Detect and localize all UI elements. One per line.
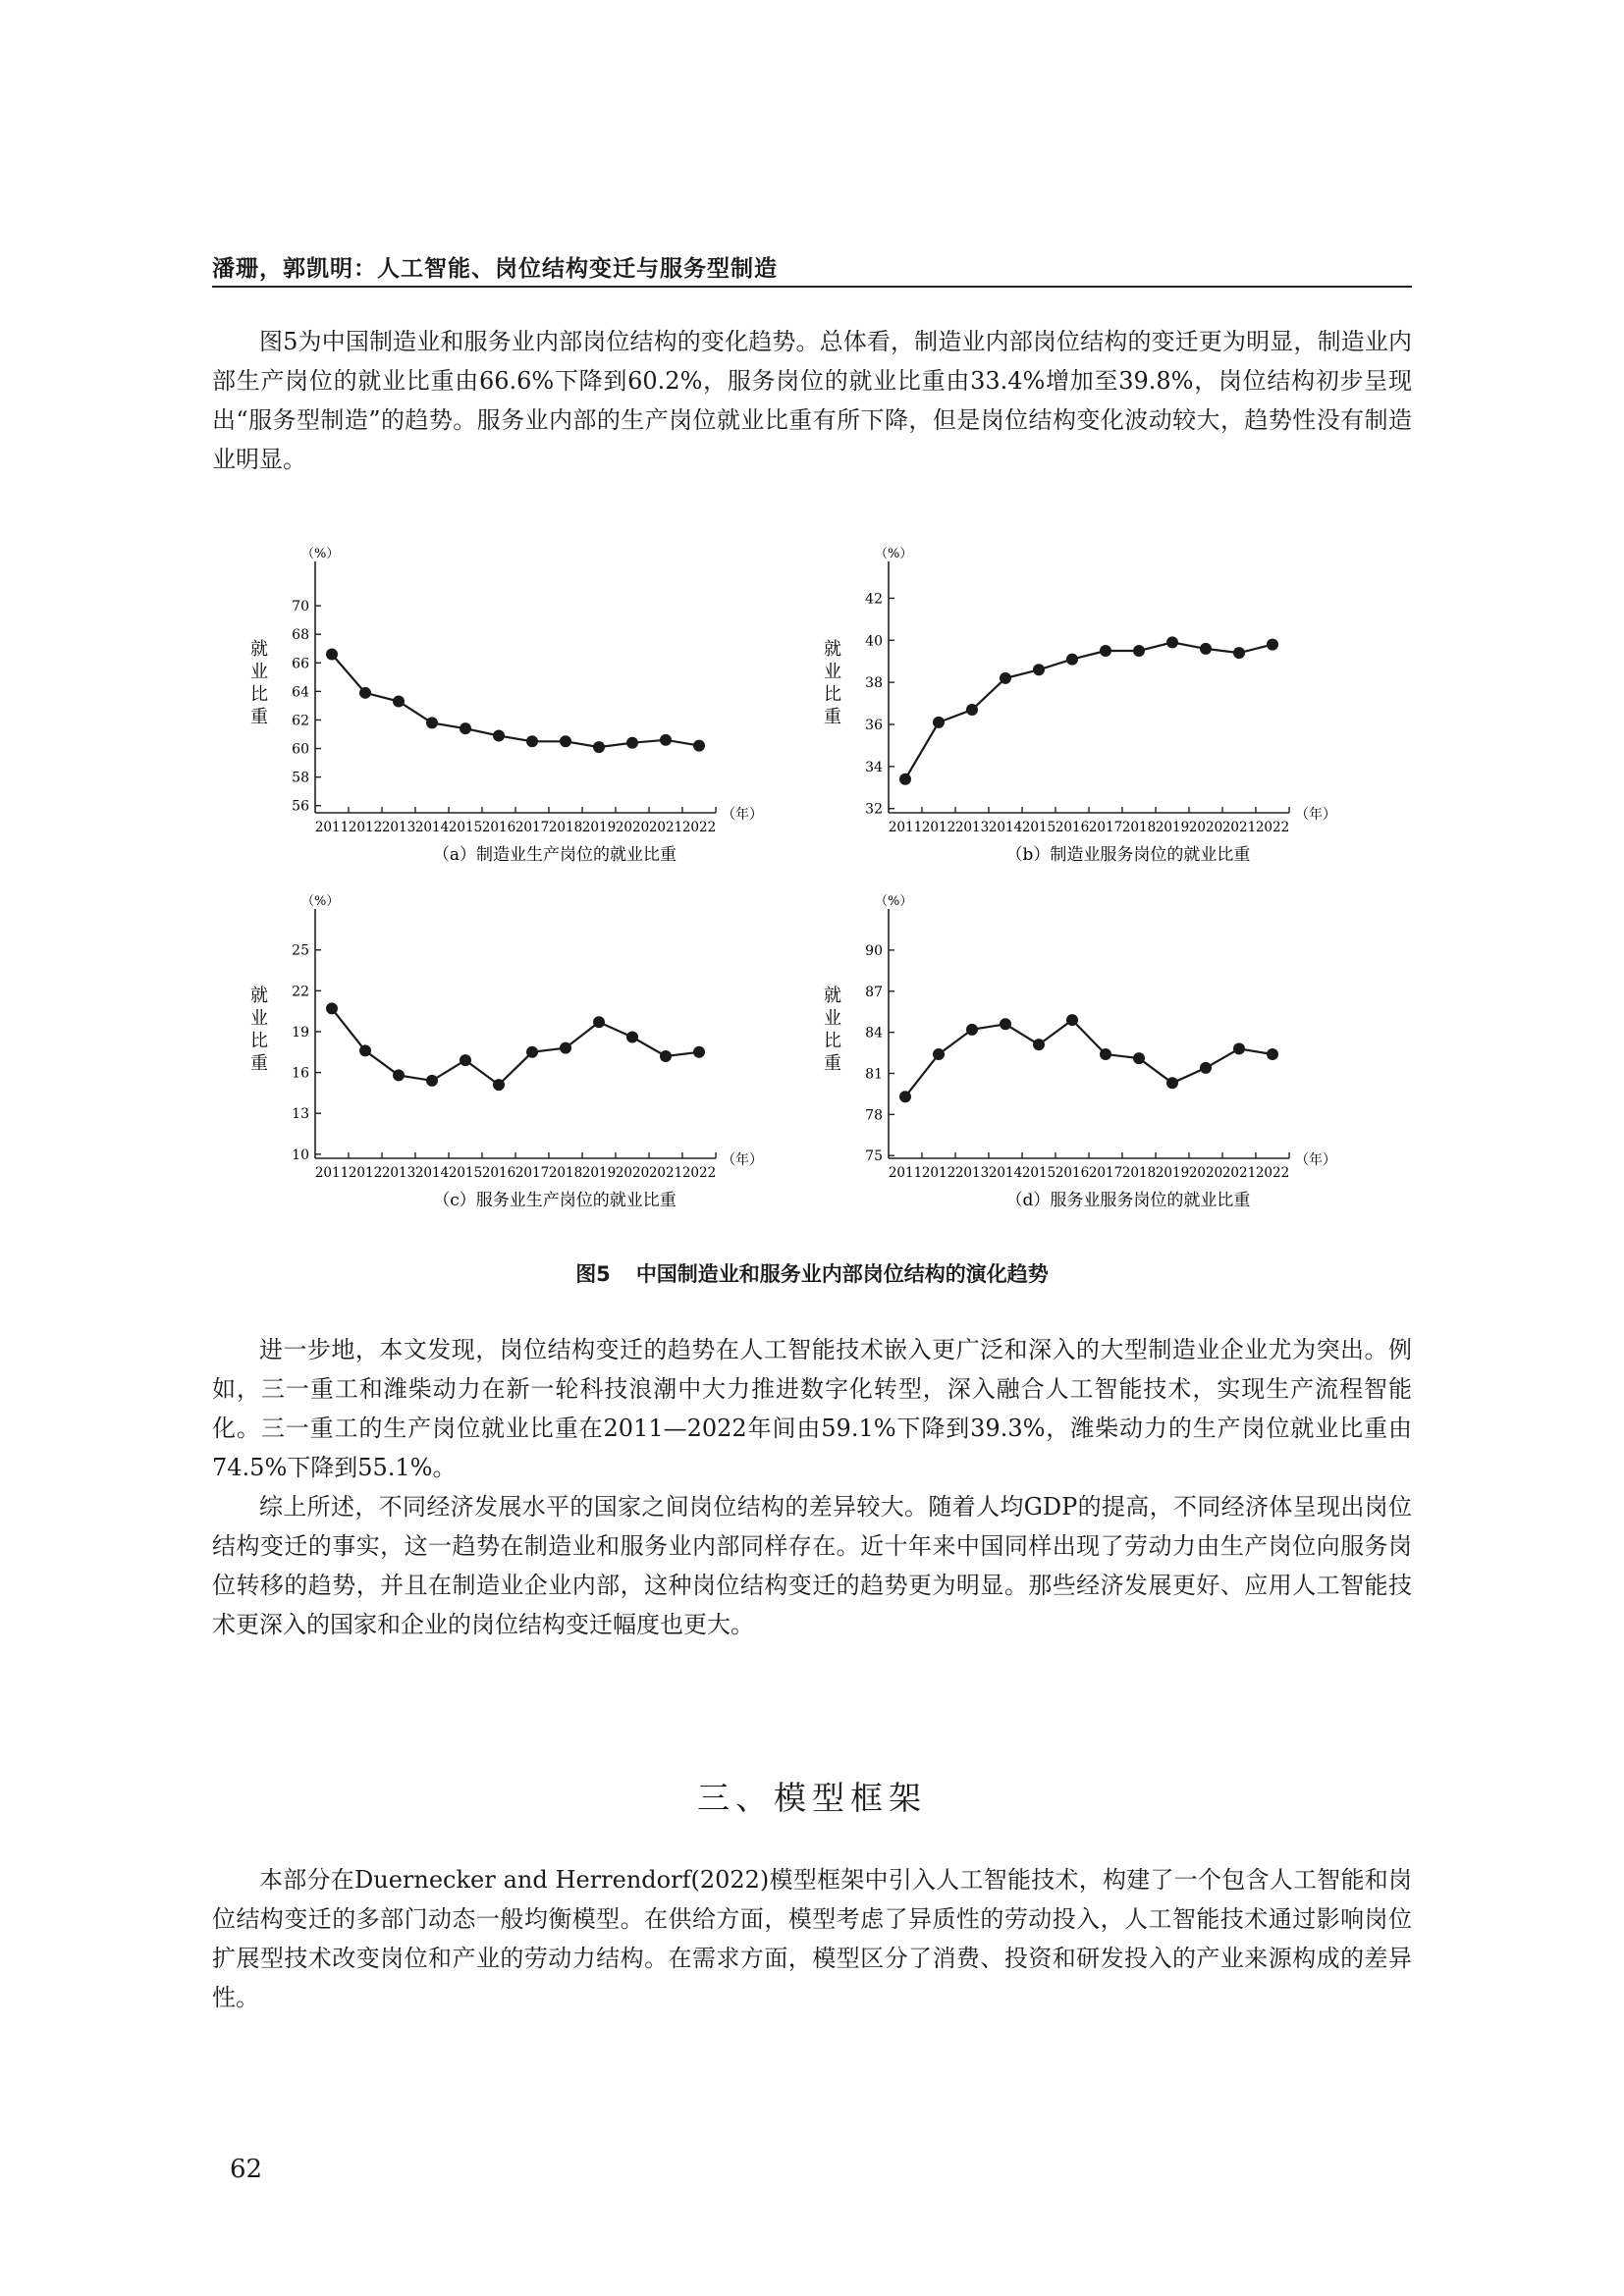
data-point-a — [693, 740, 705, 752]
x-tick-label-d: 2020 — [1188, 1165, 1223, 1181]
series-line-b — [905, 642, 1272, 778]
y-tick-label-d: 90 — [865, 942, 883, 959]
y-axis-title-char-a: 比 — [250, 684, 268, 705]
x-tick-label-a: 2015 — [448, 820, 483, 835]
x-tick-label-b: 2013 — [954, 820, 990, 835]
x-tick-label-d: 2014 — [988, 1165, 1023, 1181]
data-point-a — [626, 737, 638, 749]
data-point-b — [1100, 645, 1111, 657]
x-tick-label-c: 2015 — [448, 1165, 483, 1181]
data-point-c — [393, 1069, 405, 1081]
y-tick-label-d: 75 — [865, 1148, 883, 1165]
data-point-d — [1166, 1077, 1178, 1089]
x-tick-label-d: 2011 — [888, 1165, 923, 1181]
data-point-c — [426, 1075, 438, 1087]
x-tick-label-d: 2016 — [1055, 1165, 1090, 1181]
x-tick-label-a: 2021 — [648, 820, 683, 835]
data-point-b — [1200, 643, 1212, 655]
y-tick-label-a: 66 — [292, 656, 309, 672]
data-point-d — [1100, 1048, 1111, 1060]
x-tick-label-d: 2021 — [1221, 1165, 1257, 1181]
y-tick-label-b: 36 — [865, 718, 883, 733]
x-tick-label-c: 2012 — [348, 1165, 383, 1181]
data-point-d — [1033, 1039, 1045, 1050]
y-tick-label-a: 62 — [292, 713, 309, 729]
y-tick-label-d: 78 — [865, 1107, 883, 1124]
data-point-c — [493, 1079, 505, 1091]
x-tick-label-d: 2022 — [1255, 1165, 1290, 1181]
y-axis-title-char-b: 比 — [824, 684, 841, 705]
figure-number: 图5 — [575, 1262, 611, 1286]
x-tick-label-c: 2013 — [381, 1165, 416, 1181]
x-tick-label-a: 2022 — [681, 820, 717, 835]
x-tick-label-b: 2019 — [1155, 820, 1190, 835]
data-point-a — [493, 729, 505, 741]
x-tick-label-c: 2014 — [414, 1165, 450, 1181]
chart-caption-a: （a）制造业生产岗位的就业比重 — [432, 845, 677, 865]
x-tick-label-d: 2015 — [1021, 1165, 1056, 1181]
data-point-b — [1233, 647, 1245, 659]
y-axis-title-char-c: 比 — [250, 1031, 268, 1051]
x-tick-label-c: 2020 — [615, 1165, 650, 1181]
y-tick-label-a: 60 — [292, 741, 309, 758]
data-point-d — [1233, 1042, 1245, 1054]
x-tick-label-b: 2020 — [1188, 820, 1223, 835]
x-tick-label-b: 2016 — [1055, 820, 1090, 835]
y-tick-label-b: 34 — [865, 759, 883, 775]
y-axis-title-char-d: 比 — [824, 1031, 841, 1051]
data-point-c — [460, 1054, 471, 1066]
x-tick-label-c: 2022 — [681, 1165, 717, 1181]
y-tick-label-b: 42 — [865, 591, 883, 608]
x-unit-label-d: （年） — [1295, 1152, 1336, 1168]
y-axis-title-char-a: 重 — [250, 707, 268, 727]
figure-title: 中国制造业和服务业内部岗位结构的演化趋势 — [635, 1262, 1049, 1286]
y-unit-label-c: （%） — [301, 894, 340, 909]
body-paragraph: 综上所述，不同经济发展水平的国家之间岗位结构的差异较大。随着人均GDP的提高，不同经济体呈现出岗位结构变迁的事实，这一趋势在制造业和服务业内部同样存在。近十年来中国同样出现了劳动力由生产岗位向服务岗位转移的趋势，并且在制造业企业内部，这种岗位结构变迁的趋势更为明显。那些经济发展更好、应用人工智能技术更深入的国家和企业的岗位结构变迁幅度也更大。 — [212, 1493, 1412, 1638]
x-tick-label-b: 2021 — [1221, 820, 1257, 835]
data-point-b — [966, 704, 978, 716]
data-point-a — [393, 696, 405, 708]
data-point-a — [426, 717, 438, 728]
x-tick-label-d: 2019 — [1155, 1165, 1190, 1181]
data-point-d — [1267, 1048, 1278, 1060]
y-tick-label-d: 84 — [865, 1025, 883, 1041]
y-tick-label-a: 64 — [292, 684, 309, 701]
y-axis-title-char-b: 业 — [824, 662, 841, 682]
x-unit-label-c: （年） — [722, 1152, 763, 1168]
section-title: 三、模型框架 — [697, 1779, 927, 1817]
x-tick-label-a: 2012 — [348, 820, 383, 835]
y-axis-title-char-a: 业 — [250, 662, 268, 682]
y-tick-label-a: 58 — [292, 770, 309, 786]
y-axis-title-char-c: 就 — [250, 986, 268, 1006]
data-point-c — [626, 1032, 638, 1043]
series-line-d — [905, 1020, 1272, 1096]
x-tick-label-a: 2017 — [514, 820, 550, 835]
y-tick-label-b: 38 — [865, 675, 883, 692]
series-line-a — [332, 655, 699, 748]
y-tick-label-c: 10 — [292, 1147, 309, 1163]
y-tick-label-a: 70 — [292, 599, 309, 615]
x-tick-label-b: 2022 — [1255, 820, 1290, 835]
x-tick-label-b: 2011 — [888, 820, 923, 835]
chart-caption-d: （d）服务业服务岗位的就业比重 — [1005, 1191, 1251, 1210]
body-paragraph: 进一步地，本文发现，岗位结构变迁的趋势在人工智能技术嵌入更广泛和深入的大型制造业企业尤为突出。例如，三一重工和潍柴动力在新一轮科技浪潮中大力推进数字化转型，深入融合人工智能技术，实现生产流程智能化。三一重工的生产岗位就业比重在2011—2022年间由59.1%下降到39.3%，潍柴动力的生产岗位就业比重由74.5%下降到55.1%。 — [212, 1336, 1412, 1481]
data-point-c — [660, 1050, 672, 1062]
data-point-b — [1033, 664, 1045, 675]
y-unit-label-b: （%） — [875, 547, 913, 561]
x-tick-label-b: 2014 — [988, 820, 1023, 835]
data-point-d — [933, 1048, 945, 1060]
data-point-d — [1066, 1014, 1078, 1026]
data-point-c — [526, 1046, 538, 1058]
data-point-a — [326, 649, 338, 661]
data-point-c — [326, 1002, 338, 1014]
x-tick-label-c: 2021 — [648, 1165, 683, 1181]
x-tick-label-d: 2012 — [921, 1165, 956, 1181]
x-unit-label-a: （年） — [722, 807, 763, 823]
data-point-d — [1200, 1062, 1212, 1074]
data-point-a — [460, 722, 471, 734]
y-axis-title-char-b: 重 — [824, 707, 841, 727]
x-tick-label-b: 2018 — [1121, 820, 1157, 835]
x-tick-label-d: 2017 — [1088, 1165, 1123, 1181]
x-tick-label-c: 2017 — [514, 1165, 550, 1181]
chart-caption-b: （b）制造业服务岗位的就业比重 — [1005, 845, 1251, 865]
y-tick-label-c: 13 — [292, 1106, 309, 1123]
y-axis-title-char-d: 重 — [824, 1053, 841, 1074]
x-tick-label-a: 2014 — [414, 820, 450, 835]
y-axis-title-char-b: 就 — [824, 639, 841, 660]
data-point-c — [693, 1046, 705, 1058]
x-tick-label-c: 2018 — [548, 1165, 583, 1181]
data-point-d — [966, 1024, 978, 1036]
x-tick-label-b: 2015 — [1021, 820, 1056, 835]
chart-caption-c: （c）服务业生产岗位的就业比重 — [433, 1191, 677, 1210]
x-tick-label-c: 2016 — [481, 1165, 516, 1181]
x-tick-label-b: 2017 — [1088, 820, 1123, 835]
y-tick-label-c: 19 — [292, 1024, 309, 1041]
y-axis-title-char-c: 重 — [250, 1053, 268, 1074]
y-tick-label-c: 16 — [292, 1065, 309, 1082]
x-tick-label-d: 2018 — [1121, 1165, 1157, 1181]
data-point-a — [593, 741, 605, 753]
x-tick-label-a: 2011 — [314, 820, 350, 835]
y-axis-title-char-d: 业 — [824, 1008, 841, 1029]
body-paragraph: 本部分在Duernecker and Herrendorf(2022)模型框架中引入人工智能技术，构建了一个包含人工智能和岗位结构变迁的多部门动态一般均衡模型。在供给方面，模型考虑了异质性的劳动投入，人工智能技术通过影响岗位扩展型技术改变岗位和产业的劳动力结构。在需求方面，模型区分了消费、投资和研发投入的产业来源构成的差异性。 — [212, 1866, 1412, 2011]
x-tick-label-a: 2020 — [615, 820, 650, 835]
data-point-c — [560, 1042, 571, 1054]
figure-caption — [212, 1258, 1412, 1288]
body-paragraph: 图5为中国制造业和服务业内部岗位结构的变化趋势。总体看，制造业内部岗位结构的变迁更为明显，制造业内部生产岗位的就业比重由66.6%下降到60.2%，服务岗位的就业比重由33.4%增加至39.8%，岗位结构初步呈现出“服务型制造”的趋势。服务业内部的生产岗位就业比重有所下降，但是岗位结构变化波动较大，趋势性没有制造业明显。 — [212, 328, 1412, 473]
x-tick-label-c: 2019 — [581, 1165, 617, 1181]
y-tick-label-c: 22 — [292, 984, 309, 1000]
series-line-c — [332, 1008, 699, 1085]
y-tick-label-a: 68 — [292, 627, 309, 644]
y-tick-label-d: 81 — [865, 1066, 883, 1083]
data-point-a — [526, 735, 538, 747]
data-point-b — [1166, 636, 1178, 648]
data-point-b — [1267, 639, 1278, 651]
x-tick-label-b: 2012 — [921, 820, 956, 835]
y-tick-label-d: 87 — [865, 984, 883, 1000]
data-point-b — [933, 717, 945, 728]
x-tick-label-a: 2013 — [381, 820, 416, 835]
x-tick-label-d: 2013 — [954, 1165, 990, 1181]
data-point-b — [1066, 654, 1078, 666]
y-tick-label-a: 56 — [292, 798, 309, 815]
y-axis-title-char-a: 就 — [250, 639, 268, 660]
data-point-a — [359, 687, 371, 699]
x-tick-label-c: 2011 — [314, 1165, 350, 1181]
y-unit-label-d: （%） — [875, 894, 913, 909]
data-point-d — [1000, 1018, 1011, 1030]
y-axis-title-char-d: 就 — [824, 986, 841, 1006]
data-point-d — [1133, 1052, 1145, 1064]
y-tick-label-b: 40 — [865, 633, 883, 650]
x-tick-label-a: 2018 — [548, 820, 583, 835]
data-point-b — [899, 774, 911, 785]
running-head: 潘珊，郭凯明：人工智能、岗位结构变迁与服务型制造 — [212, 256, 778, 282]
page-number: 62 — [230, 2155, 263, 2184]
data-point-c — [593, 1016, 605, 1028]
data-point-a — [660, 734, 672, 746]
x-tick-label-a: 2019 — [581, 820, 617, 835]
x-unit-label-b: （年） — [1295, 807, 1336, 823]
y-axis-title-char-c: 业 — [250, 1008, 268, 1029]
y-unit-label-a: （%） — [301, 547, 340, 561]
y-tick-label-c: 25 — [292, 942, 309, 959]
data-point-c — [359, 1044, 371, 1056]
x-tick-label-a: 2016 — [481, 820, 516, 835]
data-point-b — [1000, 672, 1011, 684]
data-point-d — [899, 1091, 911, 1102]
data-point-b — [1133, 645, 1145, 657]
data-point-a — [560, 735, 571, 747]
y-tick-label-b: 32 — [865, 801, 883, 818]
